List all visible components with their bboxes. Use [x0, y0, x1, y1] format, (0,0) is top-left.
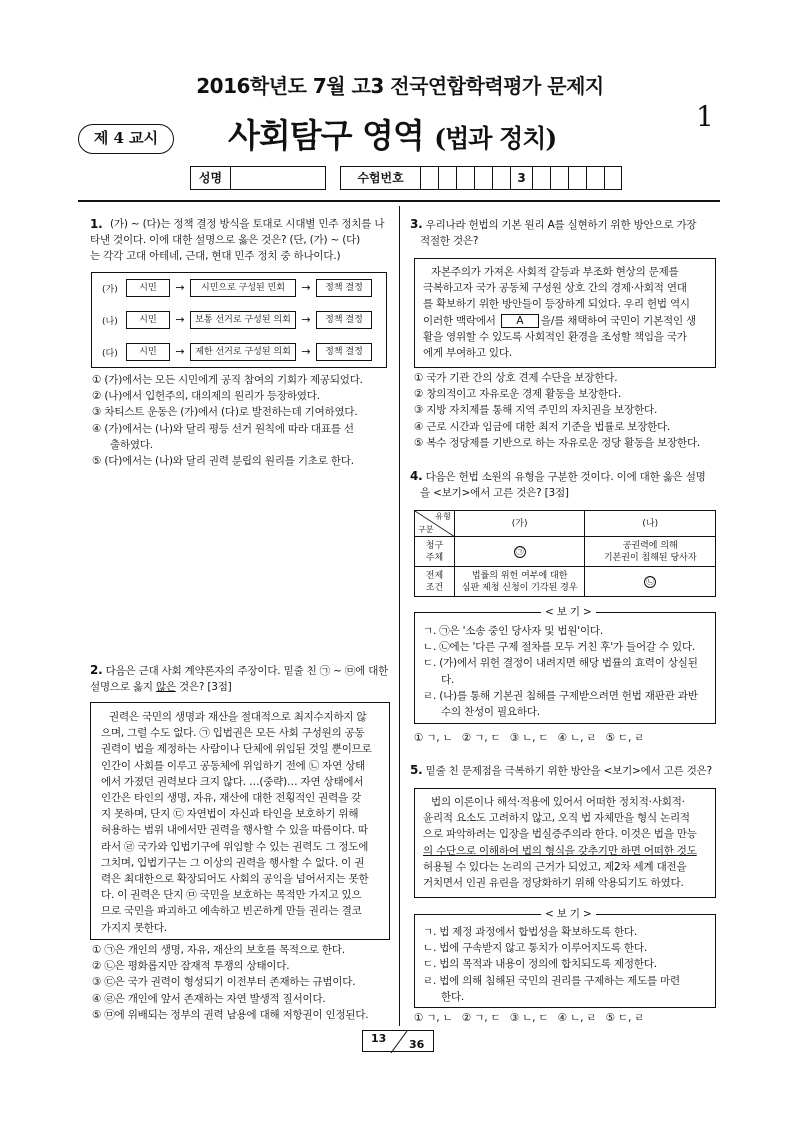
exam-no-box[interactable]	[420, 166, 438, 190]
stem-line: 밑줄 친 문제점을 극복하기 위한 방안을 <보기>에서 고른 것은?	[425, 765, 712, 777]
flow-body: 제한 선거로 구성된 의회	[190, 343, 296, 361]
flow-decision: 정책 결정	[316, 311, 372, 329]
identity-row	[190, 166, 622, 190]
passage-line: 라서 ㉣ 국가와 입법기구에 위임할 수 있는 권력도 그 정도에	[101, 840, 369, 853]
total-pages: 36	[409, 1038, 425, 1051]
passage-line-underlined: 의 수단으로 이해하여 법의 형식을 갖추기만 하면 어떠한 것도	[423, 844, 697, 857]
bogi-item: ㄹ. (나)를 통해 기본권 침해를 구제받으려면 헌법 재판관 과반	[423, 689, 698, 702]
choice[interactable]: ① (가)에서는 모든 시민에게 공직 참여의 기회가 제공되었다.	[92, 374, 363, 386]
period-badge: 제 4 교시	[78, 124, 174, 154]
exam-no-label: 수험번호	[340, 166, 420, 190]
circled-b: ㉡	[646, 576, 655, 586]
q4-answers[interactable]: ① ㄱ, ㄴ ② ㄱ, ㄷ ③ ㄴ, ㄷ ④ ㄴ, ㄹ ⑤ ㄷ, ㄹ	[414, 732, 645, 744]
circled-a: ㉠	[515, 546, 524, 556]
exam-title: 2016학년도 7월 고3 전국연합학력평가 문제지	[196, 74, 604, 98]
q1-diagram-box	[91, 272, 387, 368]
q4-table	[414, 510, 716, 597]
passage-line: 자본주의가 가져온 사회적 갈등과 부조화 현상의 문제를	[431, 266, 679, 278]
cell: 법률의 위헌 여부에 대한 심판 제청 신청이 기각된 경우	[454, 567, 585, 597]
bogi-item: ㄱ. ㉠은 '소송 중인 당사자 및 법원'이다.	[423, 625, 603, 637]
exam-no-box[interactable]	[550, 166, 568, 190]
flow-row	[102, 343, 372, 361]
flow-citizen: 시민	[126, 311, 170, 329]
passage-line: 다. 이 권력은 단지 ㉤ 국민을 보호하는 목적만 가지고 있으	[101, 889, 362, 902]
choice[interactable]: ⑤ ㉤에 위배되는 정부의 권력 남용에 대해 저항권이 인정된다.	[92, 1008, 369, 1021]
arrow-icon: →	[301, 313, 311, 326]
question-number: 5.	[410, 763, 423, 777]
choice[interactable]: ④ ㉣은 개인에 앞서 존재하는 자연 발생적 질서이다.	[92, 992, 326, 1005]
passage-line: 지 못하며, 단지 ㉢ 자연법이 자신과 타인을 보호하기 위해	[101, 808, 359, 821]
question-number: 4.	[410, 469, 423, 483]
bogi-item-continued: 한다.	[441, 990, 465, 1003]
passage-line: 윤리적 요소도 고려하지 않고, 오직 법 자체만을 형식 논리적	[423, 812, 690, 825]
flow-decision: 정책 결정	[316, 343, 372, 361]
question-5	[410, 762, 720, 779]
name-label: 성명	[190, 166, 230, 190]
corner-bottom: 구분	[418, 525, 434, 534]
q1-choices	[92, 372, 394, 469]
choice[interactable]: ② (나)에서 입헌주의, 대의제의 원리가 등장하였다.	[92, 390, 320, 403]
arrow-icon: →	[301, 345, 311, 358]
exam-no-box[interactable]	[604, 166, 622, 190]
bogi-item: ㄱ. 법 제정 과정에서 합법성을 확보하도록 한다.	[423, 926, 638, 938]
choice-continued: 출하였다.	[110, 438, 153, 451]
bogi-item: ㄴ. 법에 구속받지 않고 통치가 이루어지도록 한다.	[423, 942, 647, 955]
stem-emphasis: 않은	[155, 681, 176, 694]
passage-line: 극복하고자 국가 공동체 구성원 상호 간의 경제·사회적 연대	[423, 282, 687, 295]
passage-text: 이러한 맥락에서	[423, 314, 496, 327]
passage-line: 법의 이론이나 해석·적용에 있어서 어떠한 정치적·사회적·	[431, 796, 685, 808]
q2-choices	[92, 942, 394, 1023]
q4-bogi-box	[414, 606, 716, 724]
bogi-title: < 보 기 >	[541, 906, 596, 922]
stem-line: (가) ~ (다)는 정책 결정 방식을 토대로 시대별 민주 정치를 나	[110, 218, 385, 230]
choice[interactable]: ① ㉠은 개인의 생명, 자유, 재산의 보호를 목적으로 한다.	[92, 944, 345, 956]
flow-citizen: 시민	[126, 279, 170, 297]
choice[interactable]: ③ ㉢은 국가 권력이 형성되기 이전부터 존재하는 규범이다.	[92, 976, 356, 989]
q5-answers[interactable]: ① ㄱ, ㄴ ② ㄱ, ㄷ ③ ㄴ, ㄷ ④ ㄴ, ㄹ ⑤ ㄷ, ㄹ	[414, 1012, 645, 1024]
choice[interactable]: ④ (가)에서는 (나)와 달리 평등 선거 원칙에 따라 대표를 선	[92, 422, 354, 435]
arrow-icon: →	[175, 281, 185, 294]
row-label: (다)	[102, 348, 118, 359]
passage-line: 인간은 타인의 생명, 자유, 재산에 대한 전횡적인 권력을 갖	[101, 792, 362, 805]
stem-text: 설명으로 옳지	[90, 681, 156, 694]
flow-body: 보통 선거로 구성된 의회	[190, 311, 296, 329]
flow-citizen: 시민	[126, 343, 170, 361]
bogi-item: ㄷ. (가)에서 위헌 결정이 내려지면 해당 법률의 효력이 상실된	[423, 657, 698, 670]
page-number: 1	[696, 100, 714, 133]
col-header: (나)	[585, 511, 716, 537]
stem-line: 다음은 근대 사회 계약론자의 주장이다. 밑줄 친 ㉠ ~ ㉤에 대한	[105, 665, 389, 677]
exam-no-box[interactable]	[532, 166, 550, 190]
stem-line: 는 각각 고대 아테네, 근대, 현대 민주 정치 중 하나이다.)	[90, 250, 341, 263]
passage-line: 를 확보하기 위한 방안들이 등장하게 되었다. 우리 헌법 역시	[423, 298, 690, 311]
choice[interactable]: ③ 차티스트 운동은 (가)에서 (다)로 발전하는데 기여하였다.	[92, 406, 358, 419]
q3-passage	[414, 258, 716, 368]
passage-line: 에게 부여하고 있다.	[423, 347, 512, 360]
cell-blank-b	[585, 567, 716, 597]
passage-line: 인간이 사회를 이루고 공동체에 위임하기 전에 ㉡ 자연 상태	[101, 759, 366, 772]
bogi-item: ㄷ. 법의 목적과 내용이 정의에 합치되도록 제정한다.	[423, 958, 657, 971]
exam-no-box[interactable]	[474, 166, 492, 190]
stem-line: 우리나라 헌법의 기본 원리 A를 실현하기 위한 방안으로 가장	[425, 219, 697, 231]
subject-main: 사회탐구 영역	[228, 116, 424, 155]
header-rule	[78, 200, 720, 202]
stem-line: 을 <보기>에서 고른 것은? [3점]	[420, 487, 569, 500]
q5-bogi-box	[414, 908, 716, 1008]
page-indicator	[362, 1030, 434, 1052]
cell-blank-a	[454, 537, 585, 567]
passage-line: 력은 최대한으로 확장되어도 사회의 공익을 넘어서지는 못한	[101, 873, 369, 886]
row-header: 전제 조건	[415, 567, 455, 597]
current-page: 13	[371, 1032, 387, 1045]
question-4	[410, 468, 720, 501]
passage-line: 거치면서 인권 유린을 정당화하기 위해 악용되기도 하였다.	[423, 877, 684, 890]
question-number: 2.	[90, 663, 103, 677]
name-field[interactable]	[230, 166, 326, 190]
flow-row	[102, 311, 372, 329]
passage-line: 에서 가졌던 권력보다 크지 않다. …(중략)… 자연 상태에서	[101, 775, 364, 788]
choice[interactable]: ⑤ (다)에서는 (나)와 달리 권력 분립의 원리를 기초로 한다.	[92, 455, 354, 468]
exam-no-box[interactable]	[438, 166, 456, 190]
passage-line: 활을 영위할 수 있도록 사회적인 환경을 조성할 책임을 국가	[423, 330, 687, 343]
passage-line: 그치며, 입법기구는 그 이상의 권력을 행사할 수 없다. 이 권	[101, 856, 365, 869]
exam-no-box[interactable]	[492, 166, 510, 190]
exam-no-box[interactable]	[586, 166, 604, 190]
passage-line: 허용하는 범위 내에서만 권력을 행사할 수 있을 따름이다. 따	[101, 824, 368, 837]
column-divider	[399, 206, 400, 1026]
passage-line: 허용될 수 있다는 논리의 근거가 되었고, 제2차 세계 대전을	[423, 860, 687, 873]
passage-line: 으로 파악하려는 입장을 법실증주의라 한다. 이것은 법을 만능	[423, 828, 697, 841]
q3-choices	[414, 370, 724, 451]
passage-line: 권력이 법을 제정하는 사람이나 단체에 위임된 것일 뿐이므로	[101, 743, 372, 756]
q5-passage	[414, 788, 716, 898]
passage-line: 으며, 그럴 수도 없다. ㉠ 입법권은 모든 사회 구성원의 공동	[101, 727, 365, 740]
passage-line	[423, 313, 709, 329]
question-2	[90, 662, 392, 695]
exam-no-digit: 3	[510, 166, 532, 190]
arrow-icon: →	[175, 313, 185, 326]
question-3	[410, 216, 720, 249]
bogi-item: ㄹ. 법에 의해 침해된 국민의 권리를 구제하는 제도를 마련	[423, 974, 680, 987]
choice[interactable]: ① 국가 기관 간의 상호 견제 수단을 보장한다.	[414, 372, 618, 384]
question-1	[90, 216, 392, 265]
flow-decision: 정책 결정	[316, 279, 372, 297]
choice[interactable]: ② ㉡은 평화롭지만 잠재적 투쟁의 상태이다.	[92, 960, 290, 973]
passage-line: 가지지 못한다.	[101, 921, 167, 934]
arrow-icon: →	[301, 281, 311, 294]
exam-no-box[interactable]	[568, 166, 586, 190]
bogi-title: < 보 기 >	[541, 604, 596, 620]
bogi-item-continued: 다.	[441, 673, 455, 686]
exam-no-box[interactable]	[456, 166, 474, 190]
stem-line: 타낸 것이다. 이에 대한 설명으로 옳은 것은? (단, (가) ~ (다)	[90, 234, 360, 247]
corner-cell	[415, 511, 455, 537]
bogi-item: ㄴ. ㉡에는 '다른 구제 절차를 모두 거친 후'가 들어갈 수 있다.	[423, 641, 696, 654]
stem-line: 다음은 헌법 소원의 유형을 구분한 것이다. 이에 대한 옳은 설명	[425, 471, 706, 483]
arrow-icon: →	[175, 345, 185, 358]
choice[interactable]: ② 창의적이고 자유로운 경제 활동을 보장한다.	[414, 388, 622, 401]
stem-text: 것은? [3점]	[175, 681, 232, 694]
passage-line: 권력은 국민의 생명과 재산을 절대적으로 최지수지하지 않	[109, 711, 367, 723]
passage-text: 을/를 채택하여 국민이 기본적인 생	[540, 314, 696, 327]
row-label: (가)	[102, 284, 118, 295]
cell: 공권력에 의해 기본권이 침해된 당사자	[585, 537, 716, 567]
question-number: 3.	[410, 217, 423, 231]
choice[interactable]: ④ 근로 시간과 임금에 대한 최저 기준을 법률로 보장한다.	[414, 420, 671, 433]
question-number: 1.	[90, 217, 103, 231]
passage-line: 므로 국민을 파괴하고 예속하고 빈곤하게 만들 권리는 결코	[101, 905, 362, 918]
subject-title	[228, 110, 556, 157]
col-header: (가)	[454, 511, 585, 537]
blank-box-a: A	[501, 314, 539, 328]
choice[interactable]: ③ 지방 자치제를 통해 지역 주민의 자치권을 보장한다.	[414, 404, 658, 417]
subject-sub: (법과 정치)	[434, 124, 557, 153]
corner-top: 유형	[435, 512, 451, 521]
row-header: 청구 주체	[415, 537, 455, 567]
flow-body: 시민으로 구성된 민회	[190, 279, 296, 297]
bogi-item-continued: 수의 찬성이 필요하다.	[441, 706, 540, 719]
q2-passage	[90, 702, 390, 940]
stem-line: 적절한 것은?	[420, 235, 479, 248]
row-label: (나)	[102, 316, 118, 327]
choice[interactable]: ⑤ 복수 정당제를 기반으로 하는 자유로운 정당 활동을 보장한다.	[414, 436, 701, 449]
flow-row	[102, 279, 372, 297]
